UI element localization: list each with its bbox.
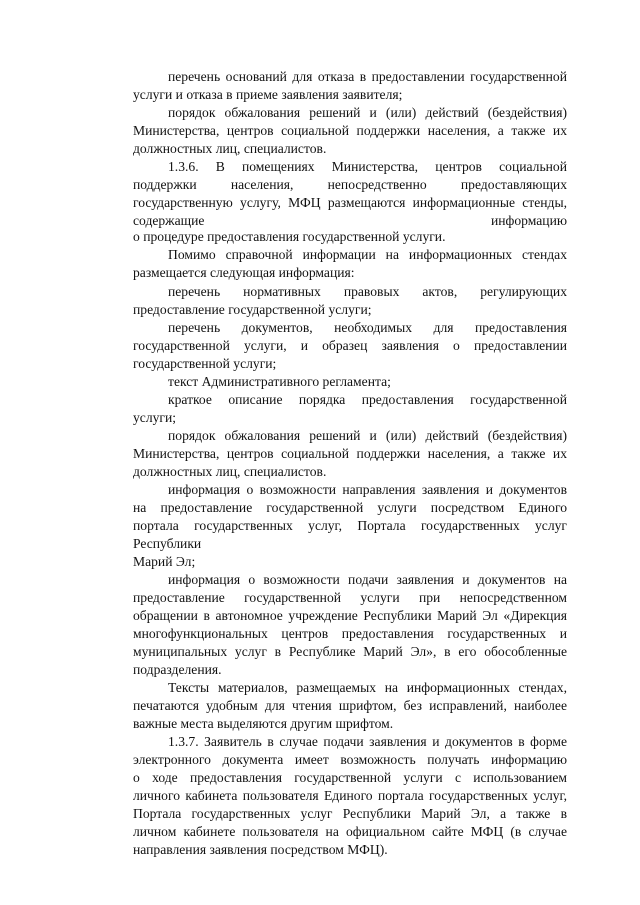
text-line: Тексты материалов, размещаемых на информационных стендах,: [168, 680, 567, 695]
text-line: электронного документа имеет возможность получать информацию: [133, 752, 567, 767]
text-line: предоставление государственной услуги;: [133, 302, 372, 317]
text-line: о ходе предоставления государственной услуги с использованием: [133, 770, 567, 785]
text-line: государственной услуги;: [133, 356, 277, 371]
text-line: личном кабинете пользователя на официальном сайте МФЦ (в случае: [133, 824, 567, 839]
text-line: печатаются удобным для чтения шрифтом, без исправлений, наиболее: [133, 698, 567, 713]
text-line: портала государственных услуг, Портала государственных услуг: [133, 518, 567, 533]
text-line: важные места выделяются другим шрифтом.: [133, 716, 394, 731]
text-line: государственную услугу, МФЦ размещаются информационные стенды,: [133, 195, 567, 210]
text-line: 1.3.6. В помещениях Министерства, центров социальной: [168, 159, 567, 174]
text-line: текст Административного регламента;: [168, 374, 391, 389]
text-line: Марий Эл;: [133, 554, 196, 569]
text-line: размещается следующая информация:: [133, 265, 355, 280]
text-line: Министерства, центров социальной поддержки населения, а также их: [133, 123, 567, 138]
text-line: Республики: [133, 536, 202, 551]
text-line: должностных лиц, специалистов.: [133, 141, 327, 156]
text-line: предоставление государственной услуги при непосредственном: [133, 590, 567, 605]
text-line: должностных лиц, специалистов.: [133, 464, 327, 479]
text-line: Помимо справочной информации на информационных стендах: [168, 247, 567, 262]
text-line: Портала государственных услуг Республики Марий Эл, а также в: [133, 806, 567, 821]
text-line: перечень документов, необходимых для предоставления: [168, 320, 567, 335]
text-line: услуги и отказа в приеме заявления заявителя;: [133, 87, 403, 102]
text-line: порядок обжалования решений и (или) действий (бездействия): [168, 428, 567, 443]
text-line: содержащие информацию: [133, 213, 567, 228]
text-line: подразделения.: [133, 662, 222, 677]
text-line: порядок обжалования решений и (или) действий (бездействия): [168, 105, 567, 120]
text-line: информация о возможности подачи заявления и документов на: [168, 572, 567, 587]
text-line: о процедуре предоставления государственной услуги.: [133, 229, 446, 244]
text-line: перечень оснований для отказа в предоставлении государственной: [168, 69, 567, 84]
text-line: услуги;: [133, 410, 177, 425]
text-line: краткое описание порядка предоставления государственной: [168, 392, 567, 407]
text-line: направления заявления посредством МФЦ).: [133, 842, 388, 857]
text-line: поддержки населения, непосредственно предоставляющих: [133, 177, 567, 192]
text-line: информация о возможности направления заявления и документов: [168, 482, 567, 497]
text-line: личного кабинета пользователя Единого портала государственных услуг,: [133, 788, 567, 803]
text-line: перечень нормативных правовых актов, регулирующих: [168, 284, 567, 299]
text-line: Министерства, центров социальной поддержки населения, а также их: [133, 446, 567, 461]
text-line: обращении в автономное учреждение Республики Марий Эл «Дирекция: [133, 608, 567, 623]
text-line: многофункциональных центров предоставления государственных и: [133, 626, 567, 641]
text-line: муниципальных услуг в Республике Марий Эл», в его обособленные: [133, 644, 567, 659]
text-line: государственной услуги, и образец заявления о предоставлении: [133, 338, 567, 353]
text-line: на предоставление государственной услуги посредством Единого: [133, 500, 567, 515]
text-line: 1.3.7. Заявитель в случае подачи заявления и документов в форме: [168, 734, 567, 749]
